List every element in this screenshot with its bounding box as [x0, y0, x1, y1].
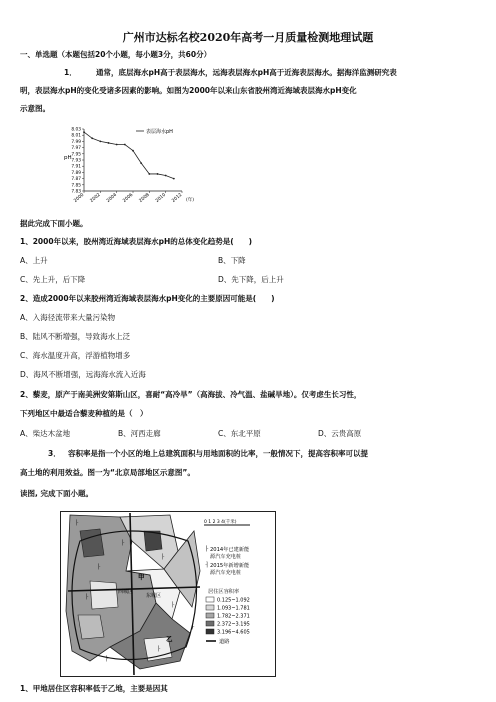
label-yi: 乙 — [166, 635, 173, 643]
y-axis-label: pH — [64, 155, 72, 161]
svg-text:ㅏ: ㅏ — [84, 594, 90, 601]
chart-legend — [136, 128, 173, 135]
x-tick-label: 2002 — [89, 192, 102, 204]
y-tick-label: 7.93 — [71, 158, 81, 164]
option-b: B、河西走廊 — [118, 429, 161, 438]
label-xicheng: 西城区 — [118, 589, 134, 595]
charger-new-icon: ㅓ — [204, 562, 210, 569]
legend-built-2: 源汽车充电桩 — [210, 554, 242, 560]
option-b: B、下降 — [218, 256, 246, 265]
svg-text:ㅏ: ㅏ — [74, 520, 80, 527]
svg-text:ㅏ: ㅏ — [160, 554, 166, 561]
chart-y-ticks — [71, 127, 84, 195]
legend-title: 居住区容积率 — [208, 589, 240, 595]
question-text: 示意图。 — [20, 104, 50, 113]
svg-text:ㅏ: ㅏ — [120, 540, 126, 547]
instruction-text: 读图, 完成下面小题。 — [20, 489, 93, 498]
question-2: 2、造成2000年以来胶州湾近海域表层海水pH变化的主要原因可能是( ) — [20, 294, 275, 303]
document-title: 广州市达标名校2020年高考一月质量检测地理试题 — [122, 31, 374, 44]
option-a: A、柴达木盆地 — [20, 429, 71, 438]
svg-text:ㅏ: ㅏ — [170, 602, 176, 609]
map-scale: 0 1 2 3 4(千米) — [204, 520, 237, 525]
instruction-text: 据此完成下面小题。 — [20, 219, 88, 228]
density-swatch — [206, 597, 214, 602]
legend-road: 道路 — [219, 639, 230, 645]
option-b: B、陆风不断增强，导致海水上泛 — [20, 332, 131, 341]
option-a: A、上升 — [20, 256, 48, 265]
option-d: D、先下降，后上升 — [218, 275, 284, 284]
y-tick-label: 7.89 — [71, 170, 81, 176]
question-3: 2、藜麦，原产于南美洲安第斯山区，喜耐“高冷旱”（高海拔、冷气温、盐碱旱地）。仅考虑生长习性， — [20, 390, 362, 399]
option-c: C、东北平原 — [218, 429, 261, 438]
y-tick-label: 7.85 — [71, 183, 81, 189]
question-next: 1、甲地居住区容积率低于乙地，主要是因其 — [20, 684, 168, 693]
x-tick-label: 2008 — [138, 192, 151, 204]
y-tick-label: 7.99 — [71, 139, 81, 145]
x-tick-label: 2010 — [154, 192, 167, 204]
svg-text:ㅏ: ㅏ — [104, 656, 110, 663]
x-axis-unit: (年) — [186, 198, 195, 203]
question-text: 高土地的利用效益。图一为“北京局部地区示意图”。 — [20, 468, 195, 477]
data-point — [148, 173, 150, 175]
ph-line-chart — [62, 123, 204, 215]
data-point — [99, 141, 101, 143]
x-tick-label: 2006 — [122, 192, 135, 204]
y-tick-label: 7.91 — [71, 164, 81, 170]
density-label: 2.372~3.195 — [217, 621, 250, 628]
density-swatch — [206, 621, 214, 626]
legend-new: 2015年新增新能 — [210, 563, 250, 569]
data-point — [108, 142, 110, 144]
question-3-cont: 下列地区中最适合藜麦种植的是（ ） — [20, 409, 148, 418]
density-swatch — [206, 605, 214, 610]
y-tick-label: 8.03 — [71, 127, 81, 133]
question-text: 明，表层海水pH的变化受诸多因素的影响。如图为2000年以来山东省胶州湾近海域表层海水pH变化 — [20, 86, 357, 95]
data-point — [165, 175, 167, 177]
chart-x-ticks — [73, 191, 184, 204]
option-c: C、海水温度升高，浮游植物增多 — [20, 351, 131, 360]
section-heading: 一、单选题（本题包括20个小题，每小题3分，共60分） — [20, 50, 212, 59]
question-text: 容积率是指一个小区的地上总建筑面积与用地面积的比率，一般情况下，提高容积率可以提 — [68, 449, 368, 458]
y-tick-label: 7.95 — [71, 152, 81, 158]
option-c: C、先上升，后下降 — [20, 275, 86, 284]
label-jia: 甲 — [138, 573, 145, 581]
legend-label: 表层海水pH — [146, 128, 173, 135]
y-tick-label: 7.83 — [71, 189, 81, 195]
legend-built: 2014年已建新能 — [210, 547, 250, 553]
density-label: 1.093~1.781 — [217, 605, 250, 612]
density-label: 3.196~4.605 — [217, 629, 250, 636]
option-a: A、入海径流带来大量污染物 — [20, 313, 116, 322]
question-1: 1、2000年以来，胶州湾近海域表层海水pH的总体变化趋势是( ) — [20, 237, 253, 246]
option-d: D、云贵高原 — [318, 429, 362, 438]
density-label: 0.125~1.092 — [217, 597, 250, 604]
chart-series — [83, 131, 175, 179]
density-swatch — [206, 629, 214, 634]
label-dongcheng: 东城区 — [146, 593, 162, 599]
y-tick-label: 7.87 — [71, 177, 81, 183]
legend-new-2: 源汽车充电桩 — [210, 570, 242, 576]
y-tick-label: 8.01 — [71, 133, 81, 139]
charger-built-icon: ㅏ — [204, 546, 210, 553]
option-d: D、海风不断增强，远海海水流入近海 — [20, 370, 146, 379]
question-number: 3． — [48, 449, 61, 458]
series-line — [84, 132, 174, 179]
beijing-map-figure — [60, 511, 276, 677]
question-number: 1． — [64, 68, 77, 77]
data-point — [116, 144, 118, 146]
x-tick-label: 2012 — [171, 192, 184, 204]
data-point — [157, 173, 159, 175]
data-point — [83, 131, 85, 133]
data-point — [91, 137, 93, 139]
data-point — [124, 144, 126, 146]
svg-text:ㅏ: ㅏ — [96, 564, 102, 571]
data-point — [140, 162, 142, 164]
density-swatch — [206, 613, 214, 618]
svg-text:ㅏ: ㅏ — [156, 646, 162, 653]
x-tick-label: 2000 — [73, 192, 86, 204]
question-text: 通常，底层海水pH高于表层海水，远海表层海水pH高于近海表层海水。据海洋监测研究表 — [96, 68, 397, 77]
data-point — [173, 178, 175, 180]
x-tick-label: 2004 — [105, 192, 118, 204]
svg-text:ㅏ: ㅏ — [190, 624, 196, 631]
y-tick-label: 7.97 — [71, 146, 81, 152]
data-point — [132, 150, 134, 152]
density-label: 1.782~2.371 — [217, 613, 250, 620]
